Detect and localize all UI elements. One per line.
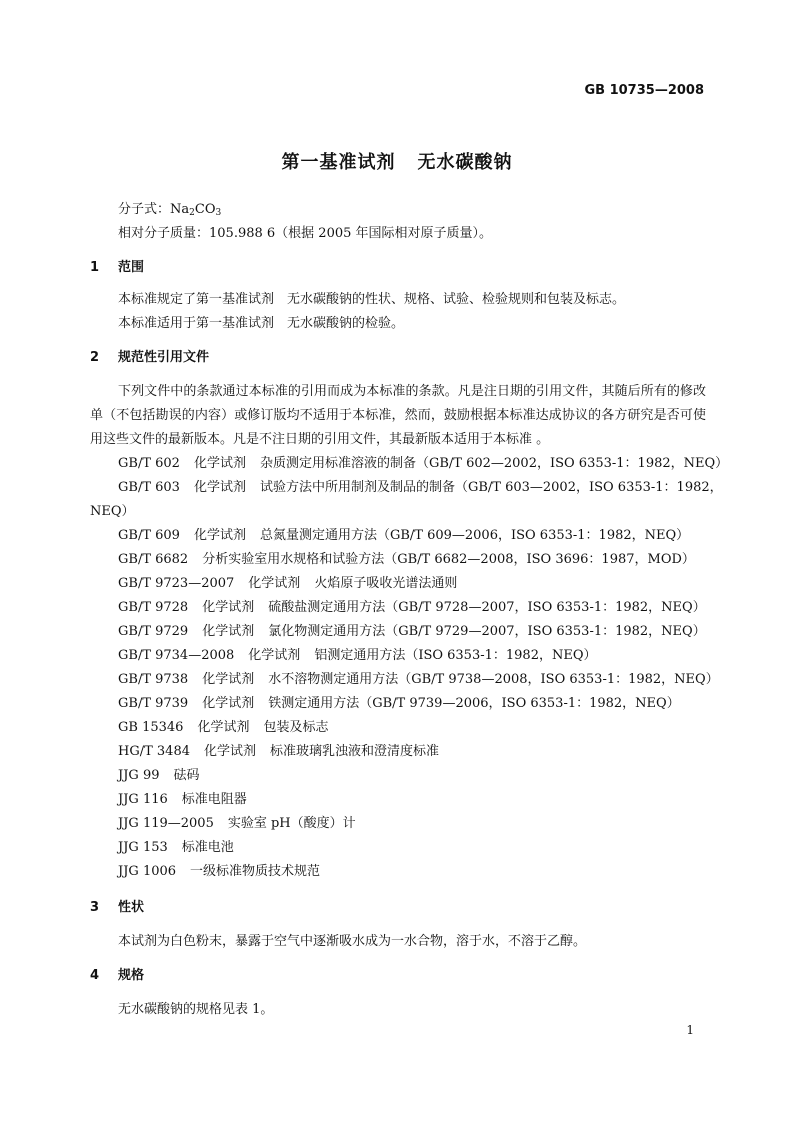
reference-code: GB/T 9729 [118,624,189,639]
formula-label: 分子式： [118,202,171,217]
reference-category: 化学试剂 [248,648,301,663]
reference-code: GB/T 609 [118,528,180,543]
page-title [0,148,794,174]
properties-text: 本试剂为白色粉末，暴露于空气中逐渐吸水成为一水合物，溶于水，不溶于乙醇。 [118,934,587,949]
reference-item [118,598,706,618]
reference-code: GB/T 6682 [118,552,189,567]
reference-item [118,478,723,498]
reference-item [118,550,695,570]
molecular-mass: 相对分子质量：105.988 6（根据 2005 年国际相对原子质量）。 [118,226,493,241]
section-heading-normative-references [90,348,209,368]
reference-item [118,862,320,882]
reference-item [118,574,457,594]
reference-title: 砝码 [173,768,200,783]
reference-item [118,646,597,666]
section-number: 1 [90,260,100,275]
reference-item [118,718,328,738]
reference-code: GB/T 9728 [118,600,189,615]
reference-title: 一级标准物质技术规范 [190,864,321,879]
specifications-text: 无水碳酸钠的规格见表 1。 [118,1002,274,1017]
reference-title: 标准电阻器 [181,792,247,807]
reference-title: 铁测定通用方法（GB/T 9739—2006，ISO 6353-1：1982，NEQ） [268,696,680,711]
reference-code: GB/T 9738 [118,672,189,687]
reference-category: 化学试剂 [193,456,246,471]
standard-code: GB 10735—2008 [584,83,704,98]
reference-title: 包装及标志 [263,720,329,735]
reference-item [118,454,728,474]
reference-category: 化学试剂 [204,744,257,759]
formula-co: CO [194,202,216,217]
section-heading-scope [90,258,144,278]
reference-code: GB/T 9734—2008 [118,648,235,663]
reference-category: 化学试剂 [202,624,255,639]
title-part1: 第一基准试剂 [281,152,396,173]
reference-code: GB/T 602 [118,456,180,471]
reference-title: 实验室 pH（酸度）计 [227,816,356,831]
molecular-formula [118,200,221,220]
scope-line: 本标准适用于第一基准试剂 无水碳酸钠的检验。 [118,316,405,331]
reference-category: 化学试剂 [197,720,250,735]
reference-item [118,790,247,810]
section-title: 范围 [118,260,145,275]
reference-category: 化学试剂 [193,480,246,495]
reference-title: 硫酸盐测定通用方法（GB/T 9728—2007，ISO 6353-1：1982，NEQ） [268,600,706,615]
section-number: 3 [90,900,100,915]
reference-title: 标准电池 [181,840,234,855]
reference-title: 标准玻璃乳浊液和澄清度标准 [270,744,440,759]
reference-code: GB/T 9739 [118,696,189,711]
title-part2: 无水碳酸钠 [417,152,513,173]
page-number: 1 [686,1023,694,1037]
reference-category: 化学试剂 [202,696,255,711]
reference-title: 铝测定通用方法（ISO 6353-1：1982，NEQ） [314,648,597,663]
section-heading-specifications [90,966,144,986]
formula-na-sub: 2 [189,208,195,218]
reference-title: 试验方法中所用制剂及制品的制备（GB/T 603—2002，ISO 6353-1：1982， [259,480,723,495]
reference-title: 总氮量测定通用方法（GB/T 609—2006，ISO 6353-1：1982，NEQ） [259,528,690,543]
scope-line: 本标准规定了第一基准试剂 无水碳酸钠的性状、规格、试验、检验规则和包装及标志。 [118,292,626,307]
section-title: 性状 [118,900,145,915]
reference-code: GB 15346 [118,720,184,735]
reference-category: 化学试剂 [193,528,246,543]
section-number: 2 [90,350,100,365]
reference-title: 杂质测定用标准溶液的制备（GB/T 602—2002，ISO 6353-1：1982，NEQ） [259,456,729,471]
reference-code: JJG 119—2005 [118,816,214,831]
reference-code: JJG 1006 [118,864,177,879]
reference-title: 氯化物测定通用方法（GB/T 9729—2007，ISO 6353-1：1982，NEQ） [268,624,706,639]
reference-code: GB/T 603 [118,480,180,495]
reference-title: 分析实验室用水规格和试验方法（GB/T 6682—2008，ISO 3696：1987，MOD） [202,552,695,567]
reference-item [118,742,439,762]
reference-item [118,838,234,858]
reference-category: 化学试剂 [202,672,255,687]
section-heading-properties [90,898,144,918]
reference-item [118,694,680,714]
reference-item [118,526,689,546]
section-title: 规范性引用文件 [118,350,210,365]
reference-continuation: NEQ） [90,504,135,519]
section-number: 4 [90,968,100,983]
reference-code: JJG 153 [118,840,168,855]
reference-code: JJG 116 [118,792,168,807]
reference-code: HG/T 3484 [118,744,190,759]
section-title: 规格 [118,968,145,983]
reference-code: GB/T 9723—2007 [118,576,235,591]
reference-category: 化学试剂 [248,576,301,591]
formula-na: Na [170,202,190,217]
reference-code: JJG 99 [118,768,160,783]
reference-item [118,814,356,834]
reference-item [118,622,706,642]
references-intro: 下列文件中的条款通过本标准的引用而成为本标准的条款。凡是注日期的引用文件，其随后所有的修改单（不包括勘误的内容）或修订版均不适用于本标准，然而，鼓励根据本标准达成协议的各方研究是否可使用这些文件的最新版本。凡是不注日期的引用文件，其最新版本适用于本标准 。 [90,384,706,447]
formula-co-sub: 3 [215,208,222,218]
reference-item [118,766,200,786]
reference-category: 化学试剂 [202,600,255,615]
reference-title: 水不溶物测定通用方法（GB/T 9738—2008，ISO 6353-1：1982，NEQ） [268,672,719,687]
reference-item [118,670,719,690]
reference-title: 火焰原子吸收光谱法通则 [314,576,458,591]
